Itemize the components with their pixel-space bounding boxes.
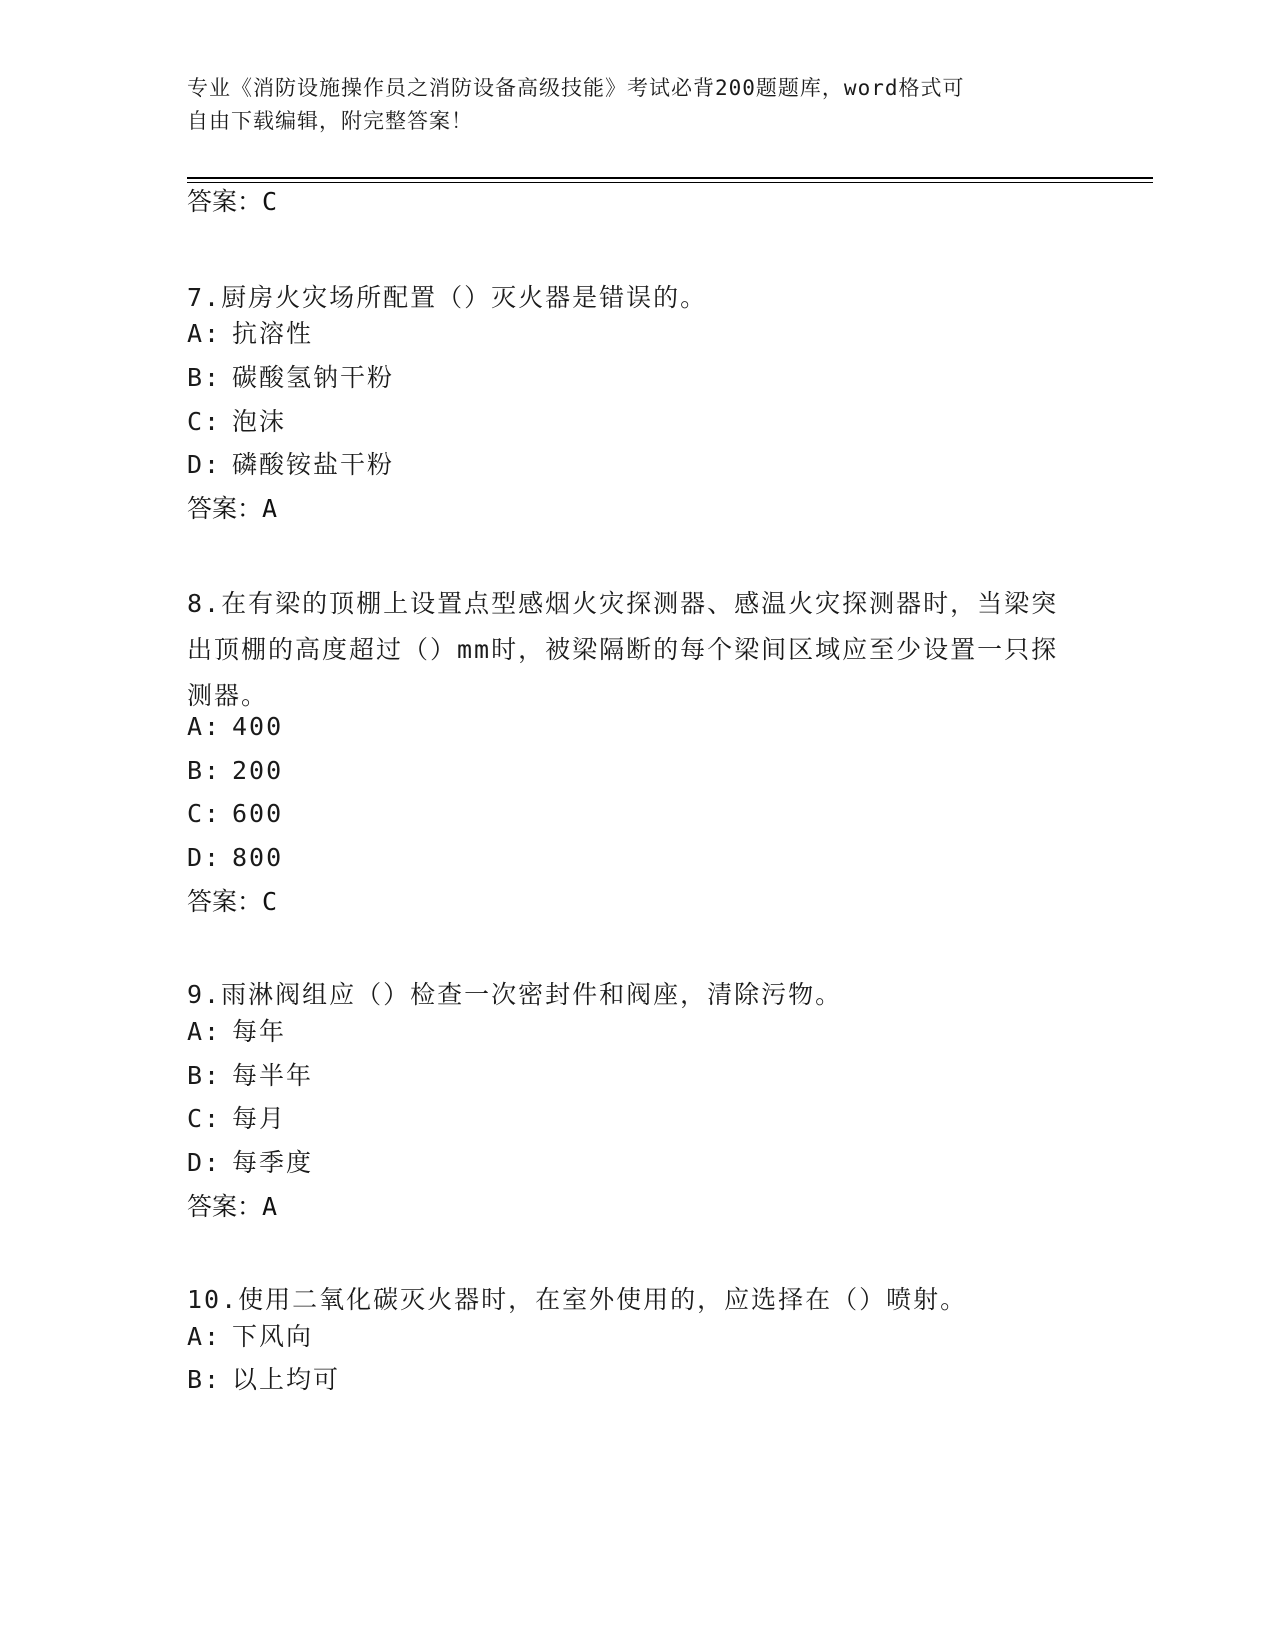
answer-value: A bbox=[262, 1192, 278, 1221]
option-letter: D: bbox=[187, 843, 222, 872]
header-rule-thick bbox=[187, 177, 1153, 179]
q7-option-b bbox=[187, 362, 394, 394]
q9-option-a bbox=[187, 1016, 286, 1048]
option-letter: A: bbox=[187, 712, 222, 741]
option-text: 碳酸氢钠干粉 bbox=[232, 363, 395, 392]
option-letter: A: bbox=[187, 319, 222, 348]
question-7: 7.厨房火灾场所配置（）灭火器是错误的。 bbox=[187, 283, 708, 312]
option-text: 下风向 bbox=[232, 1322, 314, 1351]
answer-value: C bbox=[262, 187, 278, 216]
q7-answer bbox=[187, 493, 277, 525]
option-letter: C: bbox=[187, 799, 222, 828]
q7-option-a bbox=[187, 318, 313, 350]
option-text: 600 bbox=[232, 799, 284, 828]
option-letter: D: bbox=[187, 450, 222, 479]
option-text: 以上均可 bbox=[232, 1365, 341, 1394]
q8-option-d bbox=[187, 842, 283, 874]
q9-option-c bbox=[187, 1103, 286, 1135]
document-header bbox=[187, 72, 1067, 138]
header-line-2: 自由下载编辑，附完整答案！ bbox=[187, 109, 473, 133]
q8-option-a bbox=[187, 711, 283, 743]
header-rule-thin bbox=[187, 182, 1153, 183]
option-text: 每月 bbox=[232, 1104, 287, 1133]
answer-prev bbox=[187, 186, 277, 218]
q8-answer bbox=[187, 886, 277, 918]
q9-option-d bbox=[187, 1147, 313, 1179]
option-text: 每年 bbox=[232, 1017, 287, 1046]
answer-label: 答案： bbox=[187, 1192, 263, 1221]
q9-option-b bbox=[187, 1060, 313, 1092]
option-text: 200 bbox=[232, 756, 284, 785]
answer-value: A bbox=[262, 494, 278, 523]
answer-label: 答案： bbox=[187, 887, 263, 916]
option-text: 抗溶性 bbox=[232, 319, 314, 348]
option-text: 800 bbox=[232, 843, 284, 872]
option-letter: B: bbox=[187, 756, 222, 785]
answer-label: 答案： bbox=[187, 187, 263, 216]
option-letter: A: bbox=[187, 1017, 222, 1046]
option-text: 400 bbox=[232, 712, 284, 741]
answer-label: 答案： bbox=[187, 494, 263, 523]
q9-answer bbox=[187, 1191, 277, 1223]
question-10: 10.使用二氧化碳灭火器时，在室外使用的，应选择在（）喷射。 bbox=[187, 1285, 968, 1314]
option-letter: D: bbox=[187, 1148, 222, 1177]
q10-option-a bbox=[187, 1321, 313, 1353]
q8-option-c bbox=[187, 798, 283, 830]
option-text: 每半年 bbox=[232, 1061, 314, 1090]
option-letter: C: bbox=[187, 407, 222, 436]
q8-option-b bbox=[187, 755, 283, 787]
option-text: 磷酸铵盐干粉 bbox=[232, 450, 395, 479]
answer-value: C bbox=[262, 887, 278, 916]
option-letter: C: bbox=[187, 1104, 222, 1133]
option-letter: A: bbox=[187, 1322, 222, 1351]
question-8: 8.在有梁的顶棚上设置点型感烟火灾探测器、感温火灾探测器时，当梁突出顶棚的高度超过（）mm时，被梁隔断的每个梁间区域应至少设置一只探测器。 bbox=[187, 589, 1059, 710]
option-letter: B: bbox=[187, 1061, 222, 1090]
q7-option-c bbox=[187, 406, 286, 438]
q10-option-b bbox=[187, 1364, 340, 1396]
option-text: 泡沫 bbox=[232, 407, 287, 436]
header-line-1: 专业《消防设施操作员之消防设备高级技能》考试必背200题题库，word格式可 bbox=[187, 76, 965, 100]
option-text: 每季度 bbox=[232, 1148, 314, 1177]
q7-option-d bbox=[187, 449, 394, 481]
question-9: 9.雨淋阀组应（）检查一次密封件和阀座，清除污物。 bbox=[187, 980, 843, 1009]
option-letter: B: bbox=[187, 1365, 222, 1394]
option-letter: B: bbox=[187, 363, 222, 392]
